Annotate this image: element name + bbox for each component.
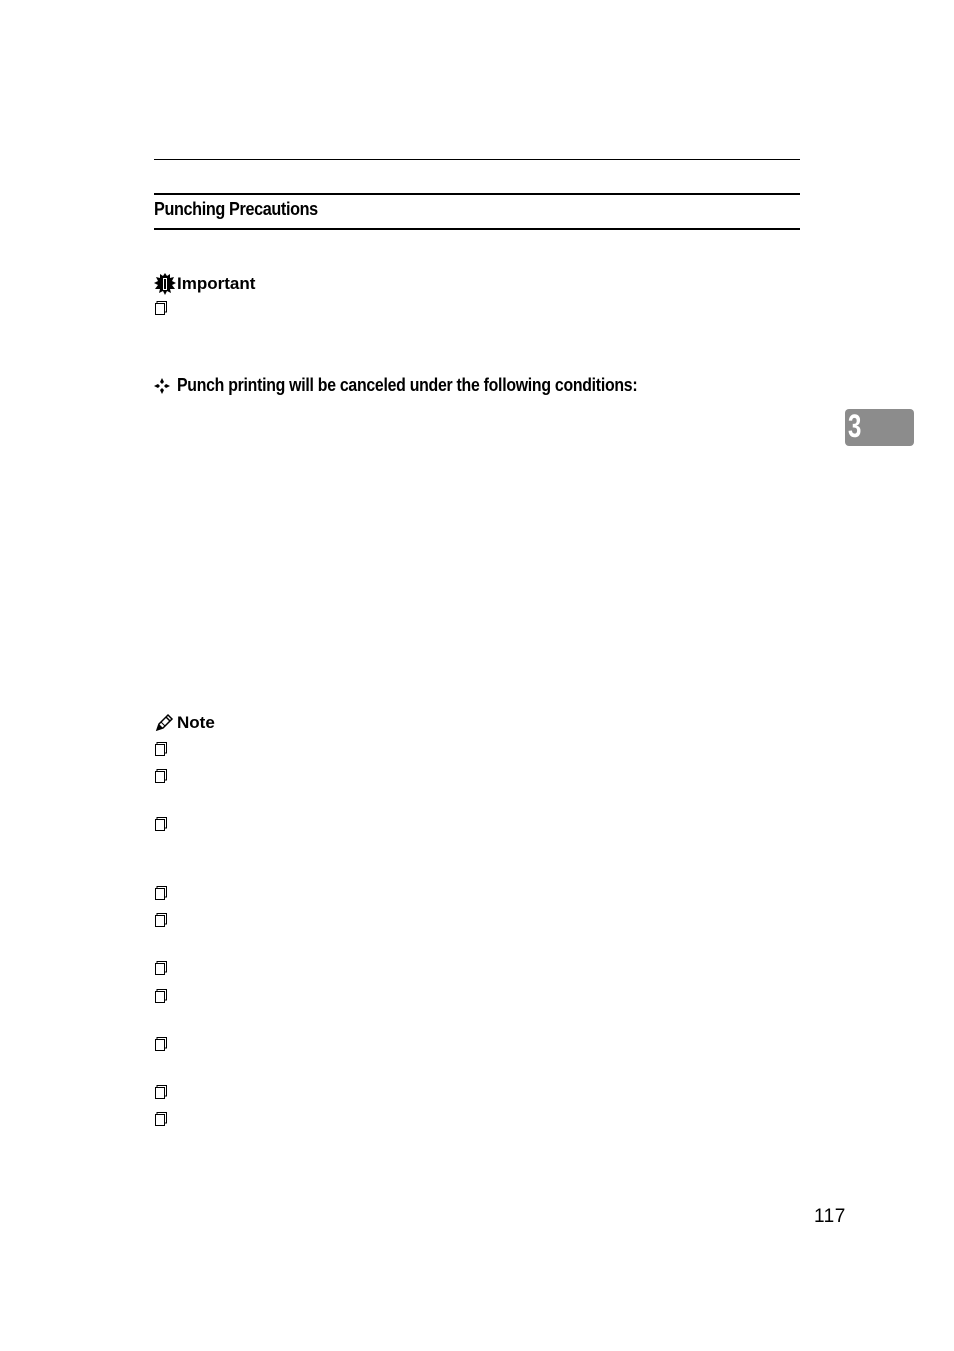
conditions-heading xyxy=(154,375,700,396)
diamond-bullet-icon xyxy=(154,378,170,394)
important-label: Important xyxy=(177,274,256,293)
chapter-tab xyxy=(845,409,914,446)
note-checkbox-icon xyxy=(155,769,167,783)
note-label: Note xyxy=(177,713,215,732)
section-title: Punching Precautions xyxy=(154,199,318,219)
note-checkbox-icon xyxy=(155,1085,167,1099)
conditions-heading-text: Punch printing will be canceled under the following conditions: xyxy=(177,375,638,395)
note-checkbox-icon xyxy=(155,961,167,975)
important-checkbox-icon xyxy=(155,301,167,315)
note-checkbox-icon xyxy=(155,1112,167,1126)
important-heading xyxy=(154,273,255,295)
section-rule-top xyxy=(154,193,800,195)
note-checkbox-icon xyxy=(155,913,167,927)
note-heading xyxy=(154,713,215,733)
note-checkbox-icon xyxy=(155,817,167,831)
pencil-icon xyxy=(154,713,174,733)
note-checkbox-icon xyxy=(155,742,167,756)
important-burst-icon xyxy=(154,273,176,295)
chapter-number: 3 xyxy=(848,408,862,444)
section-rule-bottom xyxy=(154,228,800,230)
note-checkbox-icon xyxy=(155,886,167,900)
note-checkbox-icon xyxy=(155,1037,167,1051)
top-rule xyxy=(154,159,800,160)
page-number: 117 xyxy=(814,1206,846,1227)
note-checkbox-icon xyxy=(155,989,167,1003)
